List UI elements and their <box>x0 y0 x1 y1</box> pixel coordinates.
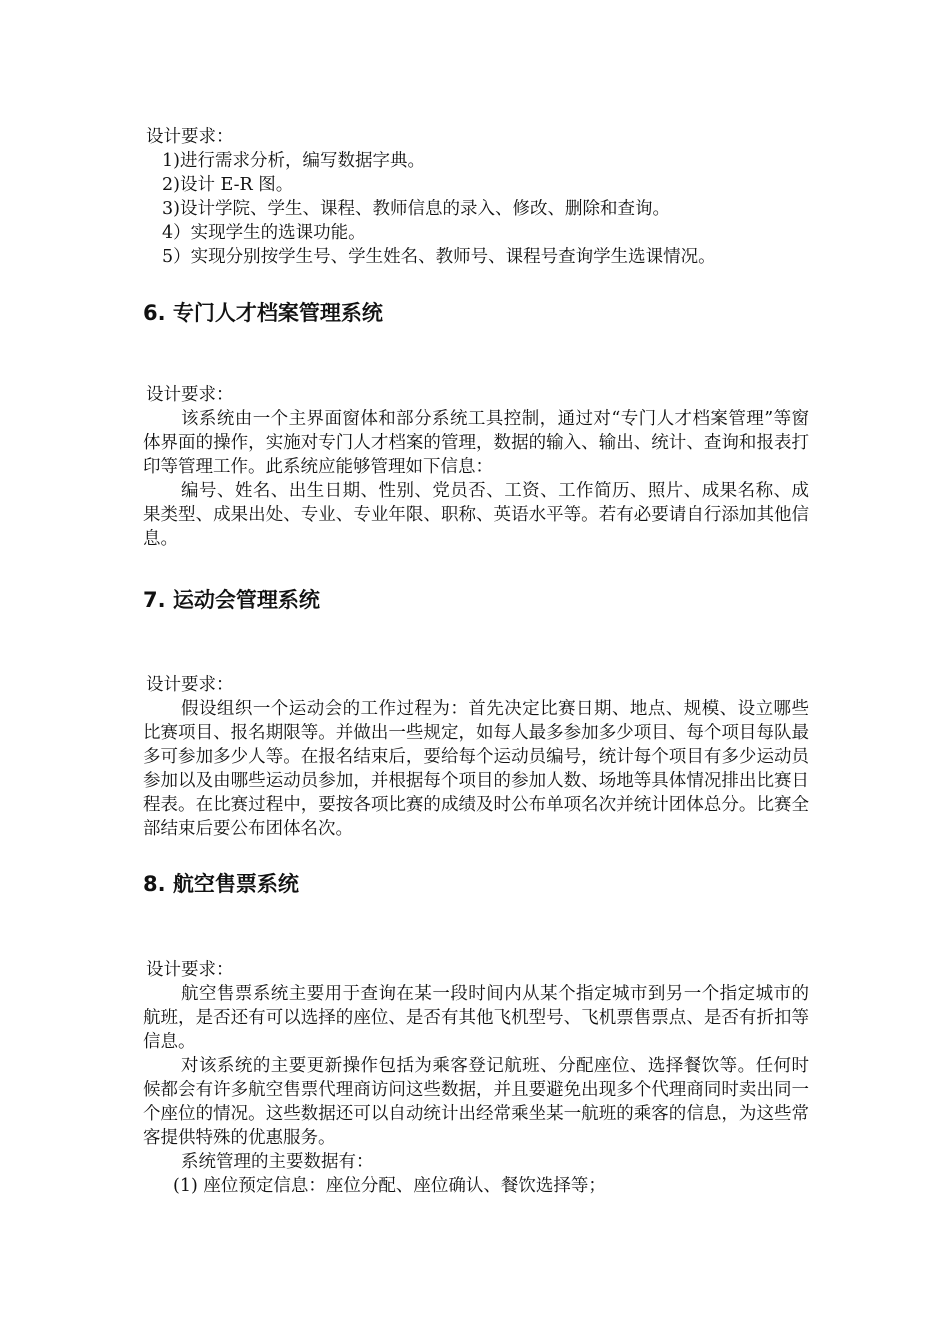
section5-item-5: 5）实现分别按学生号、学生姓名、教师号、课程号查询学生选课情况。 <box>162 247 716 267</box>
section8-title: 8. 航空售票系统 <box>143 872 299 896</box>
section6-req-label: 设计要求： <box>146 385 234 405</box>
section5-requirements <box>143 125 809 269</box>
section8-paragraph-2: 对该系统的主要更新操作包括为乘客登记航班、分配座位、选择餐饮等。任何时候都会有许多航空售票代理商访问这些数据，并且要避免出现多个代理商同时卖出同一个座位的情况。这些数据还可以自动统计出经常乘坐某一航班的乘客的信息，为这些常客提供特殊的优惠服务。 <box>143 1056 809 1148</box>
section8-list-item-1: (1) 座位预定信息：座位分配、座位确认、餐饮选择等； <box>173 1176 606 1196</box>
section5-item-1: 1)进行需求分析，编写数据字典。 <box>162 151 425 171</box>
section7-body <box>143 673 809 841</box>
section5-item-3: 3)设计学院、学生、课程、教师信息的录入、修改、删除和查询。 <box>162 199 670 219</box>
section5-item-2: 2)设计 E-R 图。 <box>162 175 294 195</box>
section5-req-label: 设计要求： <box>146 127 234 147</box>
section8-paragraph-3: 系统管理的主要数据有： <box>181 1152 374 1172</box>
section8-paragraph-1: 航空售票系统主要用于查询在某一段时间内从某个指定城市到另一个指定城市的航班，是否还有可以选择的座位、是否有其他飞机型号、飞机票售票点、是否有折扣等信息。 <box>143 984 809 1052</box>
section7-paragraph-1: 假设组织一个运动会的工作过程为：首先决定比赛日期、地点、规模、设立哪些比赛项目、报名期限等。并做出一些规定，如每人最多参加多少项目、每个项目每队最多可参加多少人等。在报名结束后，要给每个运动员编号，统计每个项目有多少运动员参加以及由哪些运动员参加，并根据每个项目的参加人数、场地等具体情况排出比赛日程表。在比赛过程中，要按各项比赛的成绩及时公布单项名次并统计团体总分。比赛全部结束后要公布团体名次。 <box>143 699 809 839</box>
section6-title: 6. 专门人才档案管理系统 <box>143 301 383 325</box>
section6-body <box>143 383 809 551</box>
section8-req-label: 设计要求： <box>146 960 234 980</box>
section6-paragraph-1: 该系统由一个主界面窗体和部分系统工具控制，通过对“专门人才档案管理”等窗体界面的操作，实施对专门人才档案的管理，数据的输入、输出、统计、查询和报表打印等管理工作。此系统应能够管理如下信息： <box>143 409 809 477</box>
section5-item-4: 4）实现学生的选课功能。 <box>162 223 366 243</box>
section6-paragraph-2: 编号、姓名、出生日期、性别、党员否、工资、工作简历、照片、成果名称、成果类型、成果出处、专业、专业年限、职称、英语水平等。若有必要请自行添加其他信息。 <box>143 481 809 549</box>
section7-title: 7. 运动会管理系统 <box>143 588 320 612</box>
section7-req-label: 设计要求： <box>146 675 234 695</box>
section8-body <box>143 958 809 1198</box>
